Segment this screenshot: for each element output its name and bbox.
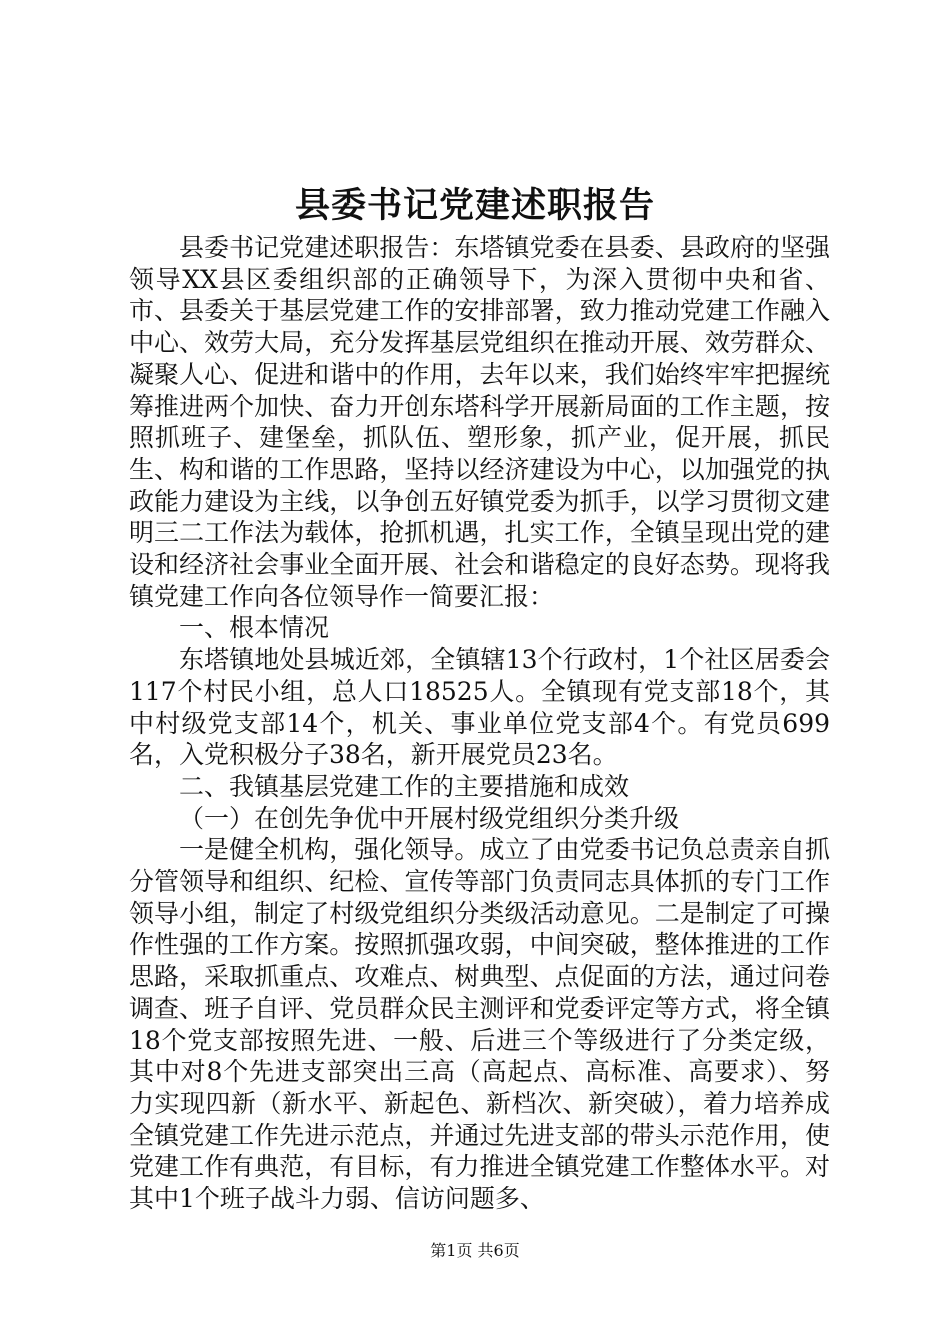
page-footer: 第1页 共6页	[430, 1241, 520, 1260]
section-heading: 二、我镇基层党建工作的主要措施和成效	[179, 771, 630, 801]
section-heading: 一、根本情况	[179, 613, 330, 643]
document-body	[129, 232, 830, 1215]
body-paragraph: 一是健全机构，强化领导。成立了由党委书记负总责亲自抓分管领导和组织、纪检、宣传等部门负责同志具体抓的专门工作领导小组，制定了村级党组织分类级活动意见。二是制定了可操作性强的工作方案。按照抓强攻弱，中间突破，整体推进的工作思路，采取抓重点、攻难点、树典型、点促面的方法，通过问卷调查、班子自评、党员群众民主测评和党委评定等方式，将全镇18个党支部按照先进、一般、后进三个等级进行了分类定级，其中对8个先进支部突出三高（高起点、高标准、高要求）、努力实现四新（新水平、新起色、新档次、新突破），着力培养成全镇党建工作先进示范点，并通过先进支部的带头示范作用，使党建工作有典范，有目标，有力推进全镇党建工作整体水平。对其中1个班子战斗力弱、信访问题多、	[129, 835, 830, 1214]
subsection-heading: （一）在创先争优中开展村级党组织分类升级	[179, 803, 680, 833]
body-paragraph: 东塔镇地处县城近郊，全镇辖13个行政村，1个社区居委会117个村民小组，总人口18525人。全镇现有党支部18个，其中村级党支部14个，机关、事业单位党支部4个。有党员699名，入党积极分子38名，新开展党员23名。	[129, 645, 830, 770]
body-paragraph: 县委书记党建述职报告：东塔镇党委在县委、县政府的坚强领导XX县区委组织部的正确领导下，为深入贯彻中央和省、市、县委关于基层党建工作的安排部署，致力推动党建工作融入中心、效劳大局，充分发挥基层党组织在推动开展、效劳群众、凝聚人心、促进和谐中的作用，去年以来，我们始终牢牢把握统筹推进两个加快、奋力开创东塔科学开展新局面的工作主题，按照抓班子、建堡垒，抓队伍、塑形象，抓产业，促开展，抓民生、构和谐的工作思路，坚持以经济建设为中心，以加强党的执政能力建设为主线，以争创五好镇党委为抓手，以学习贯彻文建明三二工作法为载体，抢抓机遇，扎实工作，全镇呈现出党的建设和经济社会事业全面开展、社会和谐稳定的良好态势。现将我镇党建工作向各位领导作一简要汇报：	[129, 233, 830, 611]
document-title: 县委书记党建述职报告	[294, 185, 655, 226]
